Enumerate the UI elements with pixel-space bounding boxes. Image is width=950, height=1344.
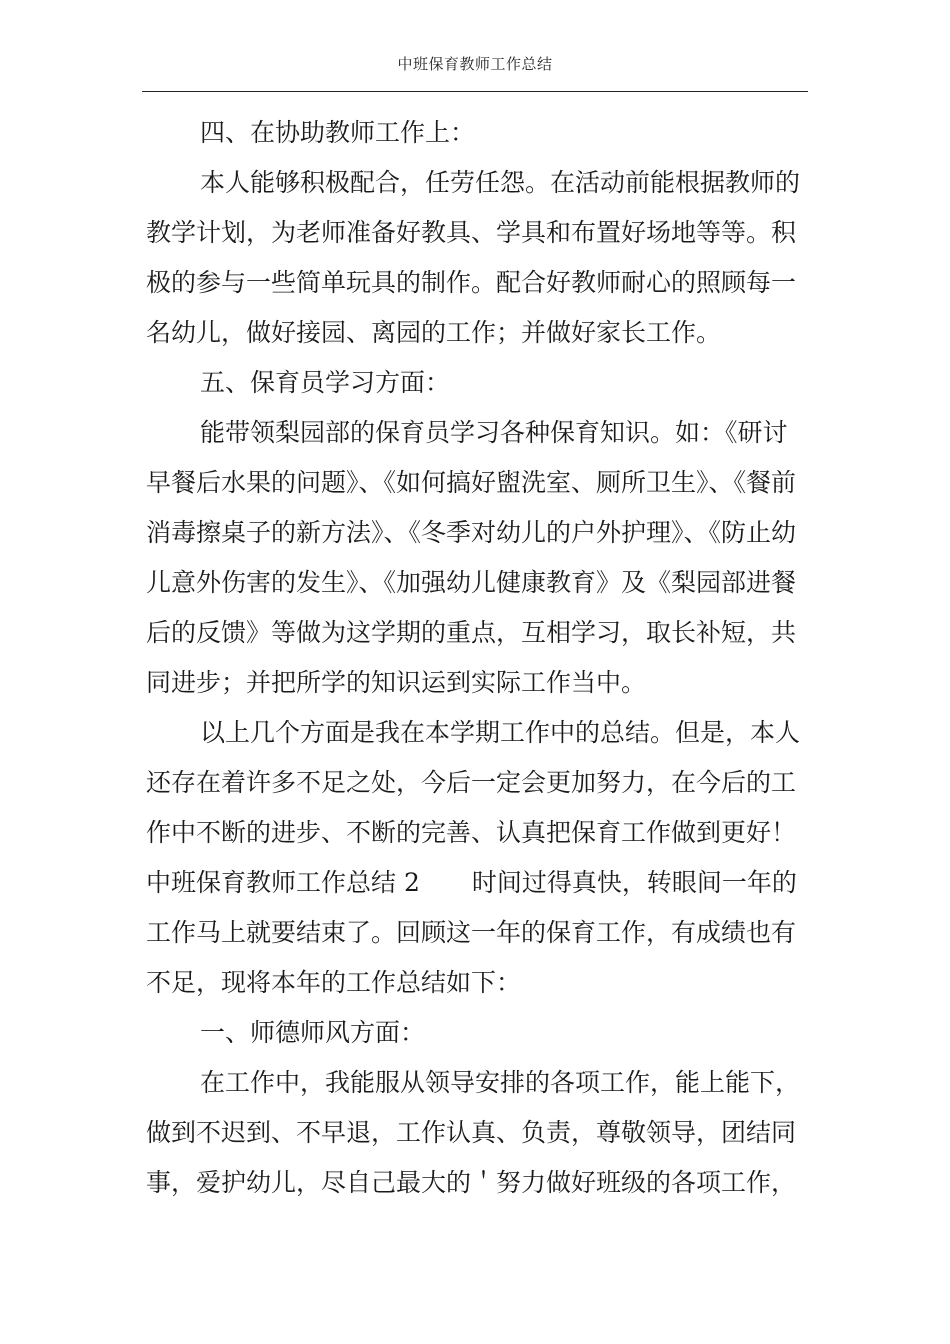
paragraph-line: 消毒擦桌子的新方法》、《冬季对幼儿的户外护理》、《防止幼 xyxy=(146,518,797,547)
paragraph-line: 极的参与一些简单玩具的制作。配合好教师耐心的照顾每一 xyxy=(146,268,797,297)
paragraph-line: 教学计划，为老师准备好教具、学具和布置好场地等等。积 xyxy=(146,218,797,247)
paragraph-line: 作中不断的进步、不断的完善、认真把保育工作做到更好！ xyxy=(146,818,797,847)
section-heading: 五、保育员学习方面： xyxy=(200,368,451,397)
paragraph-line: 能带领梨园部的保育员学习各种保育知识。如：《研讨 xyxy=(200,418,788,447)
header-divider xyxy=(142,91,808,92)
paragraph-line: 还存在着许多不足之处，今后一定会更加努力，在今后的工 xyxy=(146,768,797,797)
paragraph-line: 事，爱护幼儿，尽自己最大的＇努力做好班级的各项工作， xyxy=(146,1168,797,1197)
paragraph-line: 本人能够积极配合，任劳任怨。在活动前能根据教师的 xyxy=(200,168,801,197)
paragraph-line: 后的反馈》等做为这学期的重点，互相学习，取长补短，共 xyxy=(146,618,797,647)
paragraph-line: 工作马上就要结束了。回顾这一年的保育工作，有成绩也有 xyxy=(146,918,797,947)
paragraph-line: 名幼儿，做好接园、离园的工作；并做好家长工作。 xyxy=(146,318,722,347)
paragraph-line: 同进步；并把所学的知识运到实际工作当中。 xyxy=(146,668,647,697)
paragraph-line: 做到不迟到、不早退，工作认真、负责，尊敬领导，团结同 xyxy=(146,1118,797,1147)
document-title-2: 中班保育教师工作总结 2 xyxy=(146,868,420,897)
paragraph-line: 以上几个方面是我在本学期工作中的总结。但是，本人 xyxy=(200,718,801,747)
section-heading: 四、在协助教师工作上： xyxy=(200,118,476,147)
paragraph-line: 儿意外伤害的发生》、《加强幼儿健康教育》及《梨园部进餐 xyxy=(146,568,797,597)
paragraph-line: 早餐后水果的问题》、《如何搞好盥洗室、厕所卫生》、《餐前 xyxy=(146,468,797,497)
paragraph-text: 时间过得真快，转眼间一年的 xyxy=(471,868,797,897)
paragraph-line: 不足，现将本年的工作总结如下： xyxy=(146,968,522,997)
document-body xyxy=(146,108,810,1208)
section-heading: 一、师德师风方面： xyxy=(200,1018,426,1047)
page-header-title: 中班保育教师工作总结 xyxy=(397,55,553,73)
paragraph-line: 在工作中，我能服从领导安排的各项工作，能上能下， xyxy=(200,1068,801,1097)
paragraph-line-with-title xyxy=(146,858,810,908)
